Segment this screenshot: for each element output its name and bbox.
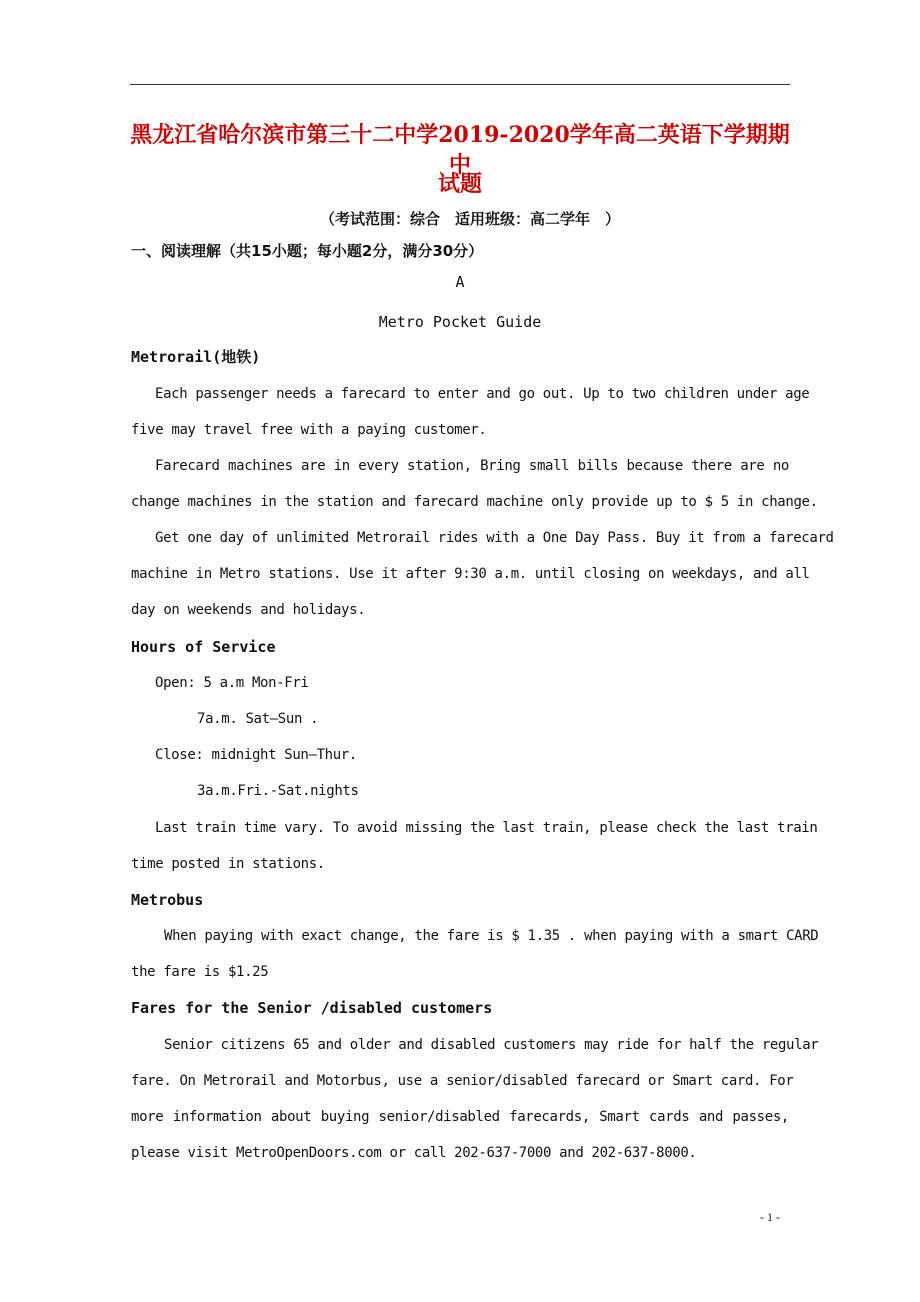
metrobus-heading: Metrobus — [131, 891, 204, 909]
page-number: - 1 - — [760, 1210, 780, 1224]
section-heading: 一、阅读理解（共15小题；每小题2分，满分30分） — [131, 242, 484, 260]
fares-line2: fare. On Metrorail and Motorbus, use a senior/disabled farecard or Smart card. For — [131, 1073, 794, 1089]
metrorail-p2-line1: Farecard machines are in every station, Bring small bills because there are no — [155, 458, 789, 474]
passage-title: Metro Pocket Guide — [378, 313, 542, 331]
last-train-line2: time posted in stations. — [131, 856, 325, 872]
metrorail-p1-line2: five may travel free with a paying customer. — [131, 422, 487, 438]
fares-heading: Fares for the Senior /disabled customers — [131, 999, 493, 1017]
last-train-line1: Last train time vary. To avoid missing the last train, please check the last train — [155, 820, 818, 836]
metrorail-p1-line1: Each passenger needs a farecard to enter and go out. Up to two children under age — [155, 386, 810, 402]
metrobus-line1: When paying with exact change, the fare is $ 1.35 . when paying with a smart CARD — [164, 928, 819, 944]
metrorail-p3-line3: day on weekends and holidays. — [131, 602, 366, 618]
hours-open-weekday: Open: 5 a.m Mon-Fri — [155, 675, 309, 691]
hours-heading: Hours of Service — [131, 638, 276, 656]
hours-close-weekend: 3a.m.Fri.-Sat.nights — [197, 783, 359, 799]
exam-scope: （考试范围：综合 适用班级：高二学年 ） — [319, 210, 620, 228]
hours-close-weekday: Close: midnight Sun—Thur. — [155, 747, 357, 763]
metrorail-p2-line2: change machines in the station and farecard machine only provide up to $ 5 in change. — [131, 494, 818, 510]
document-title-line1: 黑龙江省哈尔滨市第三十二中学2019-2020学年高二英语下学期期中 — [130, 122, 790, 178]
metrorail-p3-line2: machine in Metro stations. Use it after 9:30 a.m. until closing on weekdays, and all — [131, 566, 810, 582]
document-title-line2: 试题 — [437, 171, 482, 197]
metrorail-heading: Metrorail(地铁) — [131, 348, 261, 366]
metrobus-line2: the fare is $1.25 — [131, 964, 269, 980]
metrorail-p3-line1: Get one day of unlimited Metrorail rides with a One Day Pass. Buy it from a farecard — [155, 530, 834, 546]
passage-letter: A — [455, 273, 465, 291]
header-rule — [130, 84, 790, 85]
fares-line3: more information about buying senior/disabled farecards, Smart cards and passes, — [131, 1109, 789, 1125]
fares-line4: please visit MetroOpenDoors.com or call 202-637-7000 and 202-637-8000. — [131, 1145, 697, 1161]
fares-line1: Senior citizens 65 and older and disabled customers may ride for half the regular — [164, 1037, 819, 1053]
hours-open-weekend: 7a.m. Sat—Sun . — [197, 711, 319, 727]
